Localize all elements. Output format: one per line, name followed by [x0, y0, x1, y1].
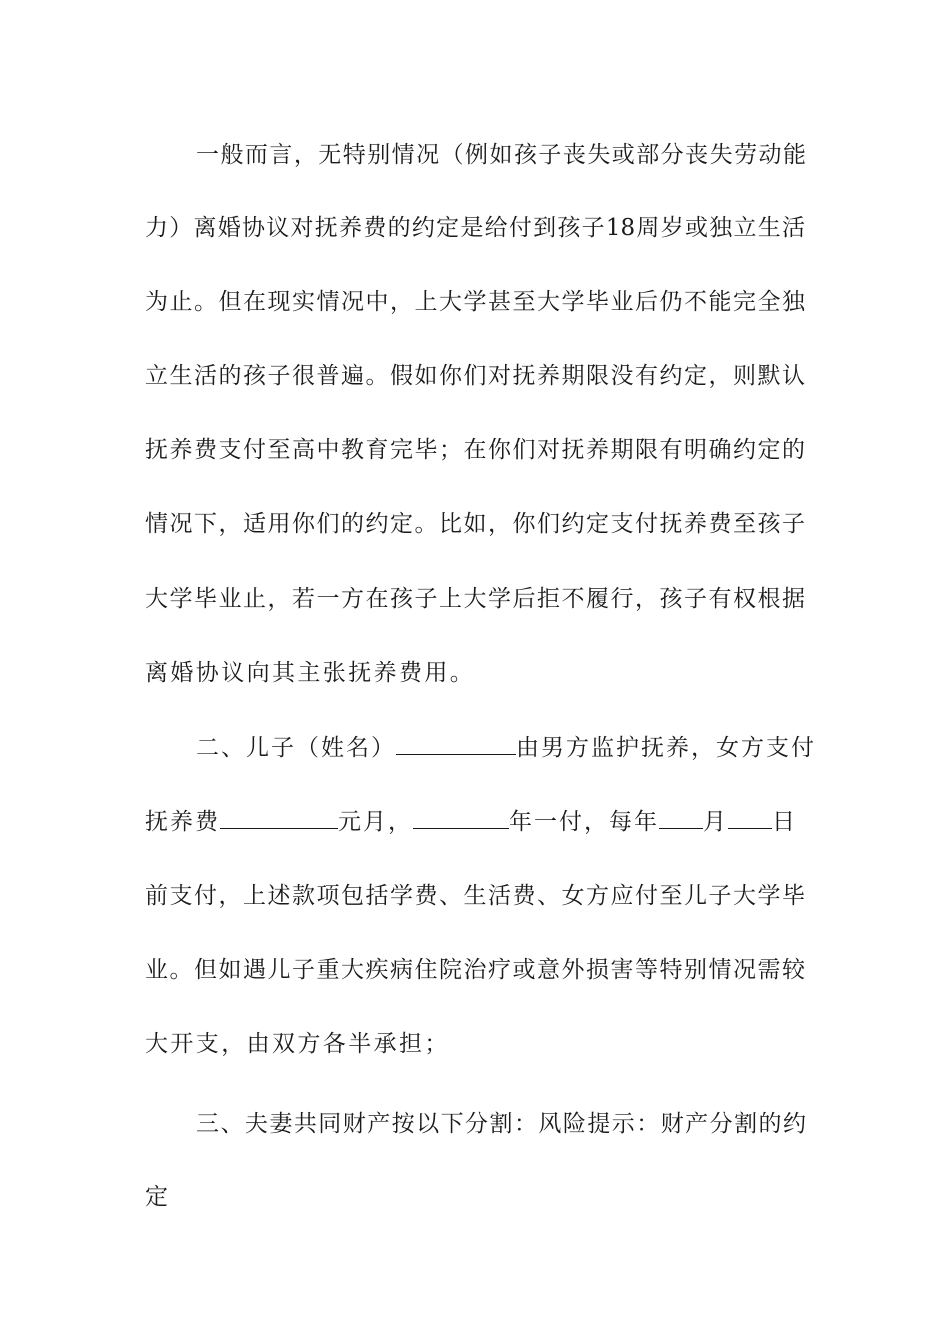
paragraph-1-line-4: 立生活的孩子很普遍。假如你们对抚养期限没有约定，则默认 [145, 363, 805, 389]
paragraph-1-line-5: 抚养费支付至高中教育完毕；在你们对抚养期限有明确约定的 [145, 437, 805, 463]
day-label: 日 [772, 809, 797, 835]
month-blank [659, 806, 703, 829]
paragraph-2-line-1 [196, 732, 816, 762]
paragraph-2-line-3: 前支付，上述款项包括学费、生活费、女方应付至儿子大学毕 [145, 883, 805, 909]
paragraph-1-line-3: 为止。但在现实情况中，上大学甚至大学毕业后仍不能完全独 [145, 289, 805, 315]
paragraph-1-line-7: 大学毕业止，若一方在孩子上大学后拒不履行，孩子有权根据 [145, 586, 805, 612]
paragraph-1-line-1: 一般而言，无特别情况（例如孩子丧失或部分丧失劳动能 [196, 142, 806, 168]
paragraph-1-line-8: 离婚协议向其主张抚养费用。 [145, 660, 476, 686]
paragraph-1-line-6: 情况下，适用你们的约定。比如，你们约定支付抚养费至孩子 [145, 511, 805, 537]
day-blank [728, 806, 772, 829]
yuan-month-label: 元月， [338, 809, 413, 835]
son-name-blank [396, 732, 516, 755]
paragraph-1-line-2: 力）离婚协议对抚养费的约定是给付到孩子18周岁或独立生活 [145, 215, 805, 241]
paragraph-3-line-2: 定 [145, 1184, 171, 1210]
support-fee-label: 抚养费 [145, 809, 220, 835]
month-label: 月 [703, 809, 728, 835]
years-blank [413, 806, 509, 829]
clause-two-lead: 二、儿子（姓名） [196, 735, 396, 761]
paragraph-2-line-4: 业。但如遇儿子重大疾病住院治疗或意外损害等特别情况需较 [145, 957, 805, 983]
per-year-label: 年一付，每年 [509, 809, 659, 835]
amount-blank [220, 806, 338, 829]
paragraph-2-line-2 [145, 806, 805, 836]
clause-two-tail: 由男方监护抚养，女方支付 [516, 735, 816, 761]
paragraph-2-line-5: 大开支，由双方各半承担； [145, 1031, 450, 1057]
paragraph-3-line-1: 三、夫妻共同财产按以下分割：风险提示：财产分割的约 [196, 1111, 806, 1137]
